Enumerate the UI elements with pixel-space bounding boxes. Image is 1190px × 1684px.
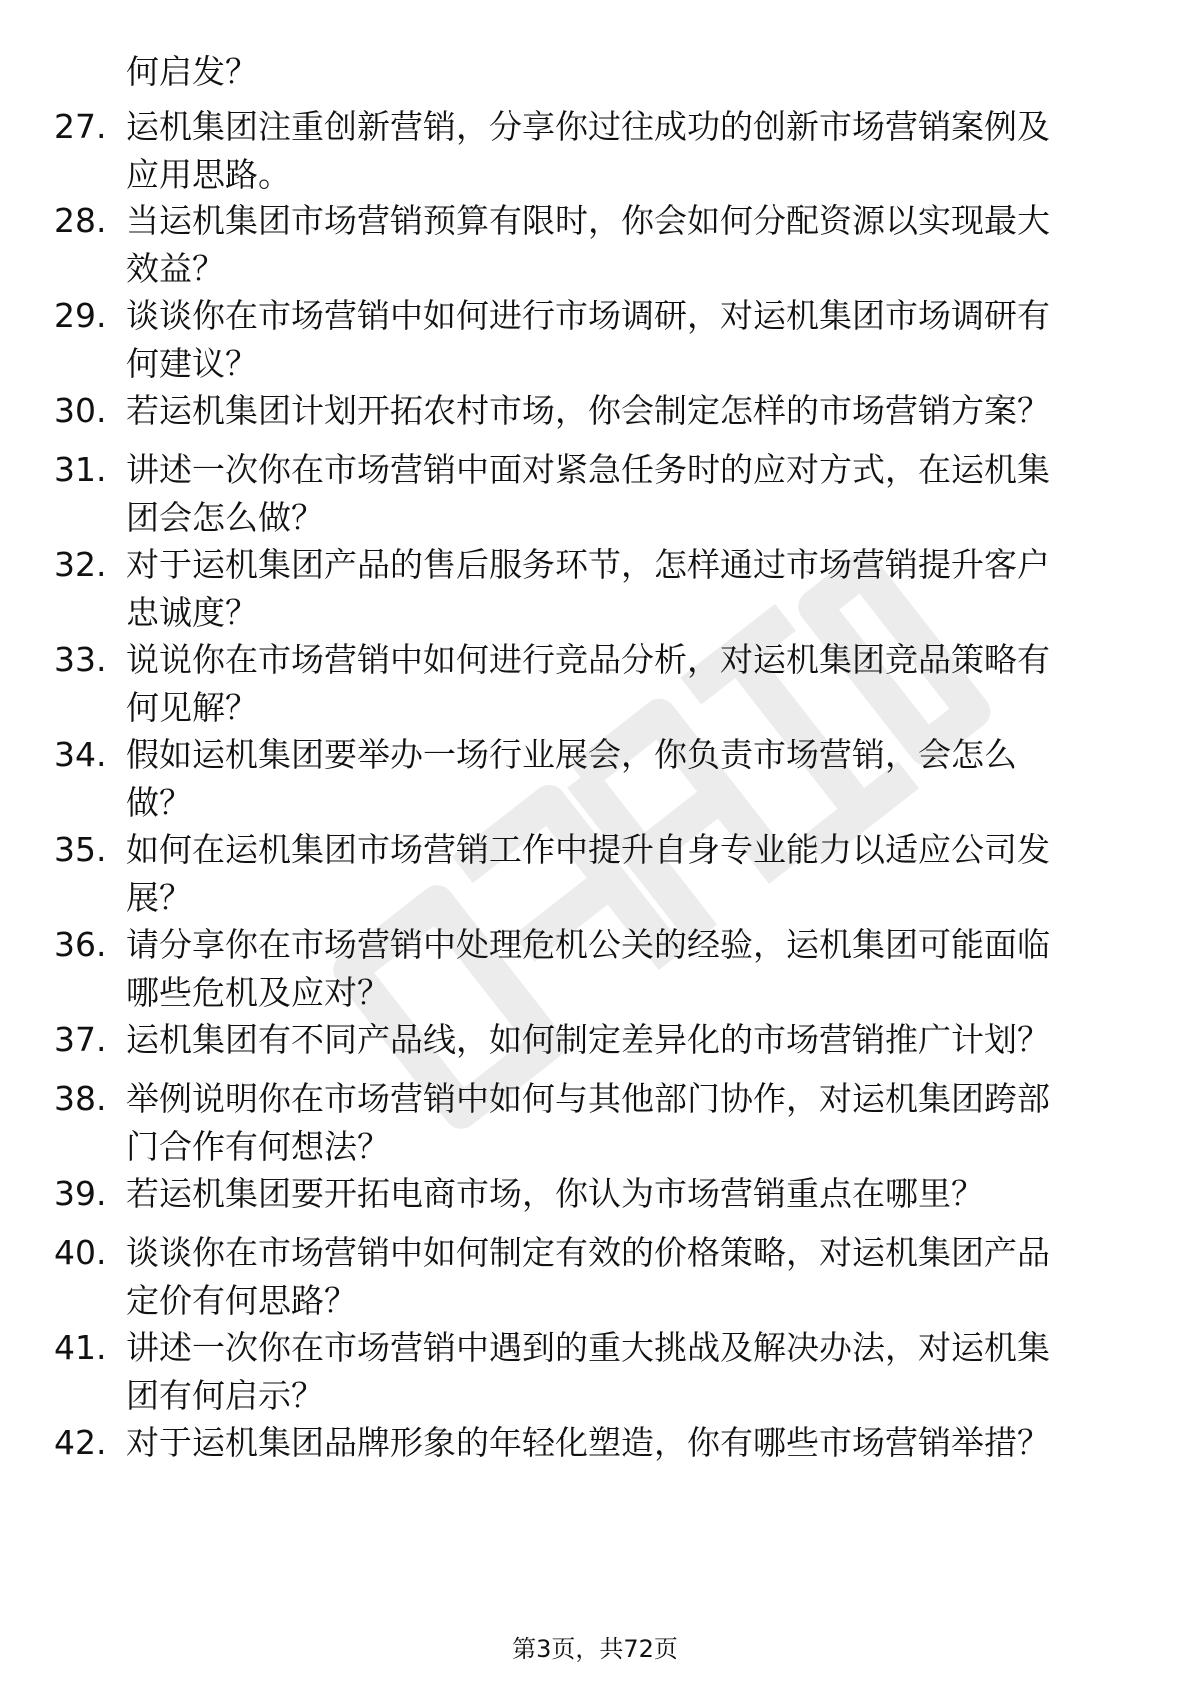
item-text-line1: 举例说明你在市场营销中如何与其他部门协作，对运机集团跨部 bbox=[126, 1079, 1050, 1118]
item-number: 31. bbox=[54, 450, 107, 489]
item-number: 37. bbox=[54, 1020, 107, 1059]
item-text-line1: 运机集团有不同产品线，如何制定差异化的市场营销推广计划？ bbox=[126, 1020, 1050, 1059]
item-text-line2: 展？ bbox=[126, 878, 192, 917]
item-text-line2: 何建议？ bbox=[126, 344, 258, 383]
item-text-line1: 运机集团注重创新营销，分享你过往成功的创新市场营销案例及 bbox=[126, 107, 1050, 146]
item-text-line2: 做？ bbox=[126, 783, 192, 822]
item-text-line2: 效益？ bbox=[126, 249, 225, 288]
item-text-line1: 谈谈你在市场营销中如何制定有效的价格策略，对运机集团产品 bbox=[126, 1233, 1050, 1272]
item-text-line1: 假如运机集团要举办一场行业展会，你负责市场营销，会怎么 bbox=[126, 735, 1017, 774]
item-text-line1: 如何在运机集团市场营销工作中提升自身专业能力以适应公司发 bbox=[126, 830, 1050, 869]
item-text-line2: 定价有何思路？ bbox=[126, 1281, 357, 1320]
item-text-line2: 应用思路。 bbox=[126, 155, 291, 194]
item-number: 40. bbox=[54, 1233, 107, 1272]
item-text-line1: 谈谈你在市场营销中如何进行市场调研，对运机集团市场调研有 bbox=[126, 296, 1050, 335]
item-text-line2: 哪些危机及应对？ bbox=[126, 973, 390, 1012]
item-text-line1: 讲述一次你在市场营销中面对紧急任务时的应对方式，在运机集 bbox=[126, 450, 1050, 489]
item-number: 27. bbox=[54, 107, 107, 146]
item-number: 39. bbox=[54, 1174, 107, 1213]
item-text-line2: 团会怎么做？ bbox=[126, 498, 324, 537]
item-text-line2: 何见解？ bbox=[126, 688, 258, 727]
item-text-line1: 说说你在市场营销中如何进行竞品分析，对运机集团竞品策略有 bbox=[126, 640, 1050, 679]
item-number: 29. bbox=[54, 296, 107, 335]
item-text-line2: 忠诚度？ bbox=[126, 593, 258, 632]
item-text-line2: 团有何启示？ bbox=[126, 1376, 324, 1415]
item-number: 33. bbox=[54, 640, 107, 679]
item-text-line1: 对于运机集团品牌形象的年轻化塑造，你有哪些市场营销举措？ bbox=[126, 1423, 1050, 1462]
item-number: 41. bbox=[54, 1328, 107, 1367]
item-number: 42. bbox=[54, 1423, 107, 1462]
item-text-line1: 若运机集团计划开拓农村市场，你会制定怎样的市场营销方案？ bbox=[126, 391, 1050, 430]
continuation-text: 何启发？ bbox=[126, 52, 258, 91]
item-text-line1: 对于运机集团产品的售后服务环节，怎样通过市场营销提升客户 bbox=[126, 545, 1050, 584]
item-number: 38. bbox=[54, 1079, 107, 1118]
item-text-line1: 当运机集团市场营销预算有限时，你会如何分配资源以实现最大 bbox=[126, 201, 1050, 240]
item-text-line1: 请分享你在市场营销中处理危机公关的经验，运机集团可能面临 bbox=[126, 925, 1050, 964]
item-number: 36. bbox=[54, 925, 107, 964]
item-number: 28. bbox=[54, 201, 107, 240]
item-number: 30. bbox=[54, 391, 107, 430]
item-number: 34. bbox=[54, 735, 107, 774]
item-text-line2: 门合作有何想法？ bbox=[126, 1127, 390, 1166]
item-number: 32. bbox=[54, 545, 107, 584]
page-footer: 第3页，共72页 bbox=[512, 1635, 678, 1663]
item-text-line1: 若运机集团要开拓电商市场，你认为市场营销重点在哪里？ bbox=[126, 1174, 984, 1213]
item-number: 35. bbox=[54, 830, 107, 869]
item-text-line1: 讲述一次你在市场营销中遇到的重大挑战及解决办法，对运机集 bbox=[126, 1328, 1050, 1367]
